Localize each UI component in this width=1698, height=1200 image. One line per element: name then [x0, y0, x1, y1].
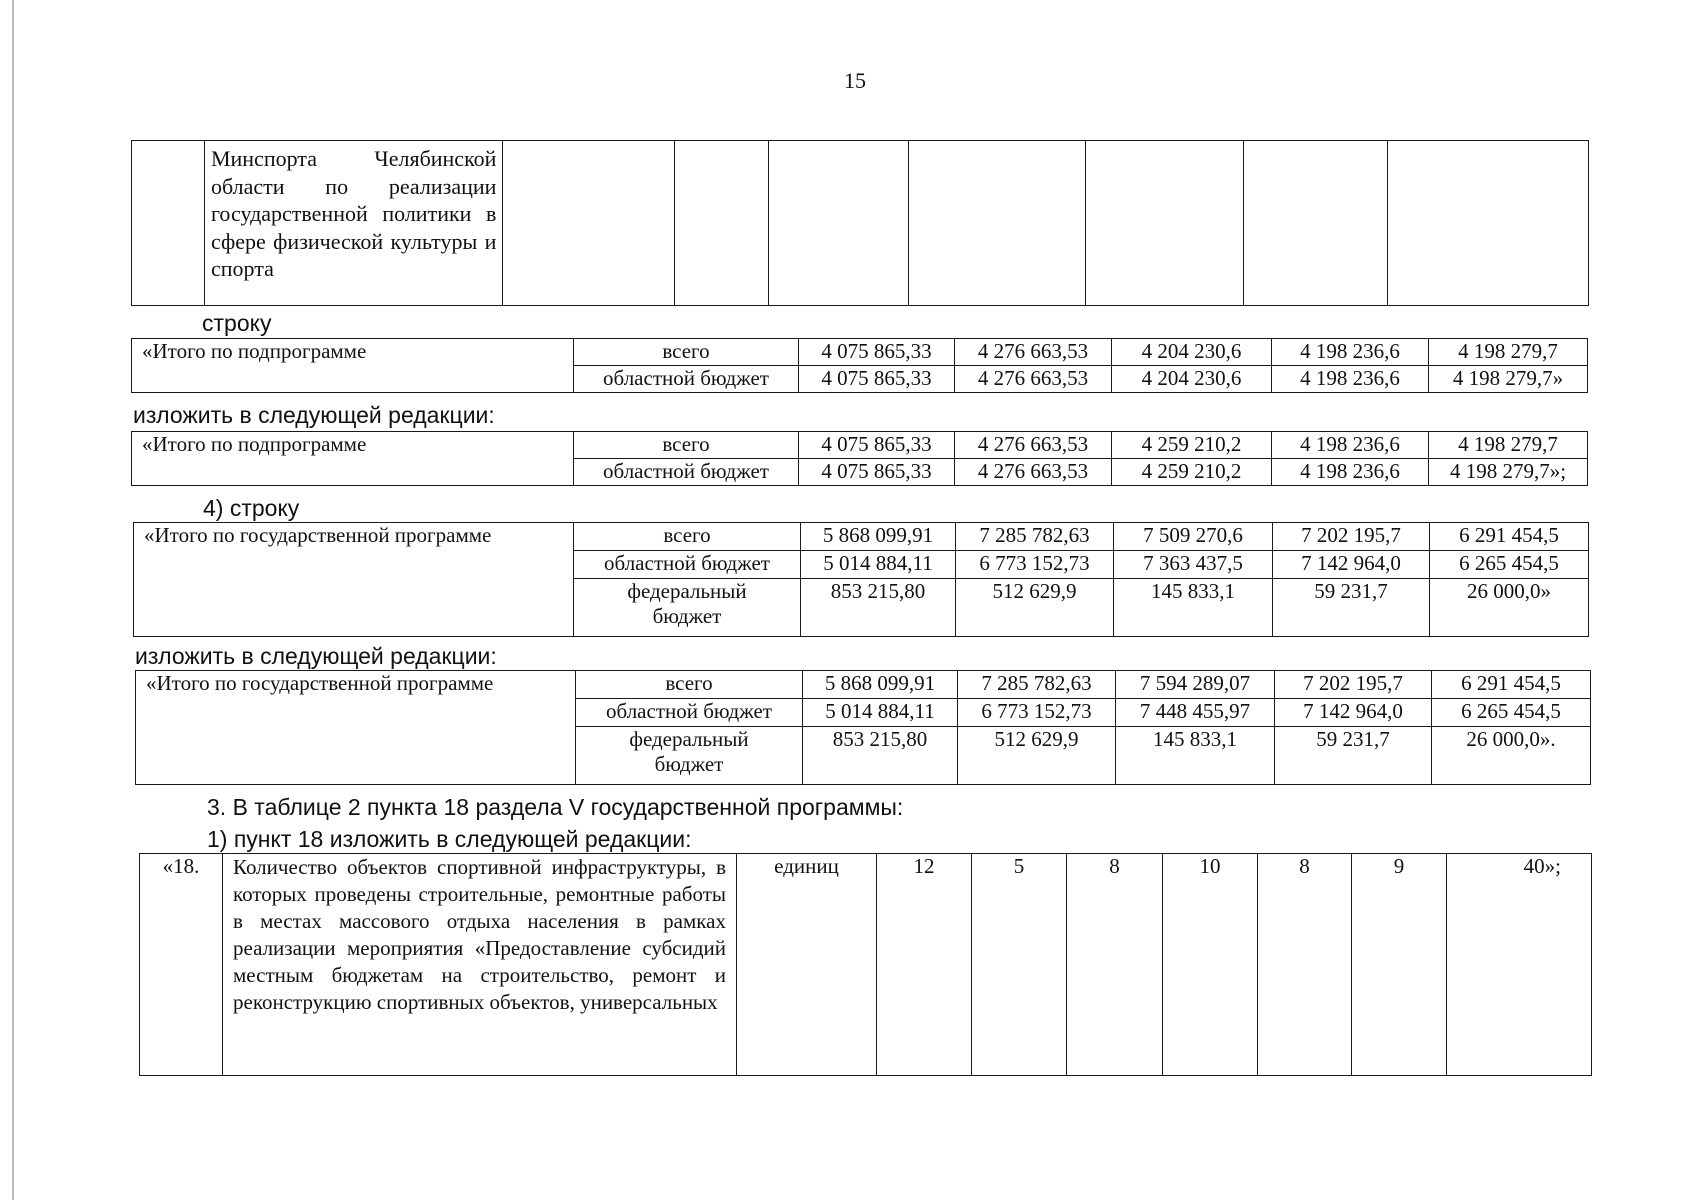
table-c-cell: 145 833,1: [1114, 579, 1273, 637]
top-table-empty-cell: [132, 141, 205, 306]
table-e-value: 8: [1067, 854, 1163, 1076]
table-e-value: 5: [972, 854, 1067, 1076]
table-c-cell: 512 629,9: [956, 579, 1114, 637]
table-c-cell: 7 285 782,63: [956, 523, 1114, 551]
top-table-empty-cell: [768, 141, 908, 306]
top-table-empty-cell: [1244, 141, 1388, 306]
top-table-empty-cell: [909, 141, 1086, 306]
table-d-cell: 5 868 099,91: [803, 671, 958, 699]
table-d-cell: 7 448 455,97: [1116, 699, 1275, 727]
paragraph-izlozhit-2: изложить в следующей редакции:: [135, 643, 497, 669]
paragraph-izlozhit-1: изложить в следующей редакции:: [133, 402, 495, 428]
table-a-cell: 4 198 236,6: [1272, 366, 1429, 393]
table-c-cell: 5 868 099,91: [801, 523, 956, 551]
table-program-old: [133, 522, 1589, 637]
table-d-row-type: федеральный бюджет: [576, 727, 803, 785]
table-e-value: 8: [1258, 854, 1352, 1076]
top-table-empty-cell: [1387, 141, 1588, 306]
table-indicator-18: [139, 853, 1592, 1076]
table-c-cell: 26 000,0»: [1430, 579, 1589, 637]
table-b-cell: 4 276 663,53: [955, 459, 1112, 486]
table-a-cell: 4 276 663,53: [955, 339, 1112, 366]
table-b-cell: 4 075 865,33: [799, 459, 955, 486]
table-b-cell: 4 198 279,7»;: [1429, 459, 1588, 486]
table-e-number: «18.: [140, 854, 223, 1076]
table-c-row-type: всего: [574, 523, 801, 551]
table-e-unit: единиц: [737, 854, 877, 1076]
table-c-cell: 853 215,80: [801, 579, 956, 637]
table-b-row-type: всего: [574, 432, 799, 459]
table-d-cell: 7 142 964,0: [1275, 699, 1432, 727]
table-c-cell: 7 509 270,6: [1114, 523, 1273, 551]
top-table-empty-cell: [503, 141, 674, 306]
table-b-label: «Итого по подпрограмме: [132, 432, 574, 486]
table-a-cell: 4 075 865,33: [799, 339, 955, 366]
table-program-new: [135, 670, 1591, 785]
table-c-cell: 7 202 195,7: [1273, 523, 1430, 551]
paragraph-4-stroku: 4) строку: [203, 495, 300, 521]
table-a-cell: 4 075 865,33: [799, 366, 955, 393]
table-b-cell: 4 259 210,2: [1112, 459, 1272, 486]
table-d-cell: 853 215,80: [803, 727, 958, 785]
table-d-row-type: областной бюджет: [576, 699, 803, 727]
table-c-cell: 6 291 454,5: [1430, 523, 1589, 551]
table-c-label: «Итого по государственной программе: [134, 523, 574, 637]
table-e-description: [223, 854, 737, 1076]
table-d-cell: 145 833,1: [1116, 727, 1275, 785]
table-subprogram-old: [131, 338, 1588, 393]
page-number: 15: [844, 68, 866, 93]
table-b-cell: 4 276 663,53: [955, 432, 1112, 459]
table-c-cell: 6 265 454,5: [1430, 551, 1589, 579]
table-d-cell: 512 629,9: [958, 727, 1116, 785]
table-d-cell: 26 000,0».: [1432, 727, 1591, 785]
table-a-row-type: областной бюджет: [574, 366, 799, 393]
table-c-cell: 6 773 152,73: [956, 551, 1114, 579]
table-d-label: «Итого по государственной программе: [136, 671, 576, 785]
paragraph-section-3-1: 1) пункт 18 изложить в следующей редакции:: [207, 826, 692, 852]
table-b-row-type: областной бюджет: [574, 459, 799, 486]
paragraph-stroku: строку: [202, 310, 272, 336]
table-a-cell: 4 198 236,6: [1272, 339, 1429, 366]
table-b-cell: 4 259 210,2: [1112, 432, 1272, 459]
table-e-value: 40»;: [1447, 854, 1592, 1076]
table-a-cell: 4 198 279,7: [1429, 339, 1588, 366]
table-d-cell: 7 285 782,63: [958, 671, 1116, 699]
table-e-value: 9: [1352, 854, 1447, 1076]
table-a-cell: 4 204 230,6: [1112, 366, 1272, 393]
table-b-cell: 4 075 865,33: [799, 432, 955, 459]
table-e-value: 10: [1163, 854, 1258, 1076]
scan-edge: [12, 0, 14, 1200]
table-c-cell: 7 142 964,0: [1273, 551, 1430, 579]
table-a-cell: 4 276 663,53: [955, 366, 1112, 393]
top-table: [131, 140, 1589, 306]
table-d-cell: 6 265 454,5: [1432, 699, 1591, 727]
table-c-cell: 7 363 437,5: [1114, 551, 1273, 579]
top-table-empty-cell: [674, 141, 768, 306]
table-c-row-type: федеральный бюджет: [574, 579, 801, 637]
paragraph-section-3: 3. В таблице 2 пункта 18 раздела V государственной программы:: [207, 794, 904, 820]
table-d-cell: 6 291 454,5: [1432, 671, 1591, 699]
table-a-cell: 4 204 230,6: [1112, 339, 1272, 366]
table-d-row-type: всего: [576, 671, 803, 699]
table-b-cell: 4 198 279,7: [1429, 432, 1588, 459]
table-a-row-type: всего: [574, 339, 799, 366]
table-a-label: «Итого по подпрограмме: [132, 339, 574, 393]
table-d-cell: 7 594 289,07: [1116, 671, 1275, 699]
table-c-row-type: областной бюджет: [574, 551, 801, 579]
table-c-cell: 5 014 884,11: [801, 551, 956, 579]
table-d-cell: 59 231,7: [1275, 727, 1432, 785]
table-subprogram-new: [131, 431, 1588, 486]
table-d-cell: 5 014 884,11: [803, 699, 958, 727]
table-a-cell: 4 198 279,7»: [1429, 366, 1588, 393]
table-e-value: 12: [877, 854, 972, 1076]
top-table-empty-cell: [1085, 141, 1243, 306]
table-b-cell: 4 198 236,6: [1272, 459, 1429, 486]
table-b-cell: 4 198 236,6: [1272, 432, 1429, 459]
table-d-cell: 7 202 195,7: [1275, 671, 1432, 699]
top-table-text: Минспорта Челябинской области по реализации государственной политики в сфере физической культуры и спорта: [204, 141, 502, 306]
table-e-description-text: Количество объектов спортивной инфраструктуры, в которых проведены строительные, ремонтные работы в местах массового отдыха населения в рамках реализации мероприятия «Предоставление субсидий местным бюджетам на строительство, ремонт и реконструкцию спортивных объектов, универсальных: [233, 855, 726, 1014]
table-c-cell: 59 231,7: [1273, 579, 1430, 637]
table-d-cell: 6 773 152,73: [958, 699, 1116, 727]
